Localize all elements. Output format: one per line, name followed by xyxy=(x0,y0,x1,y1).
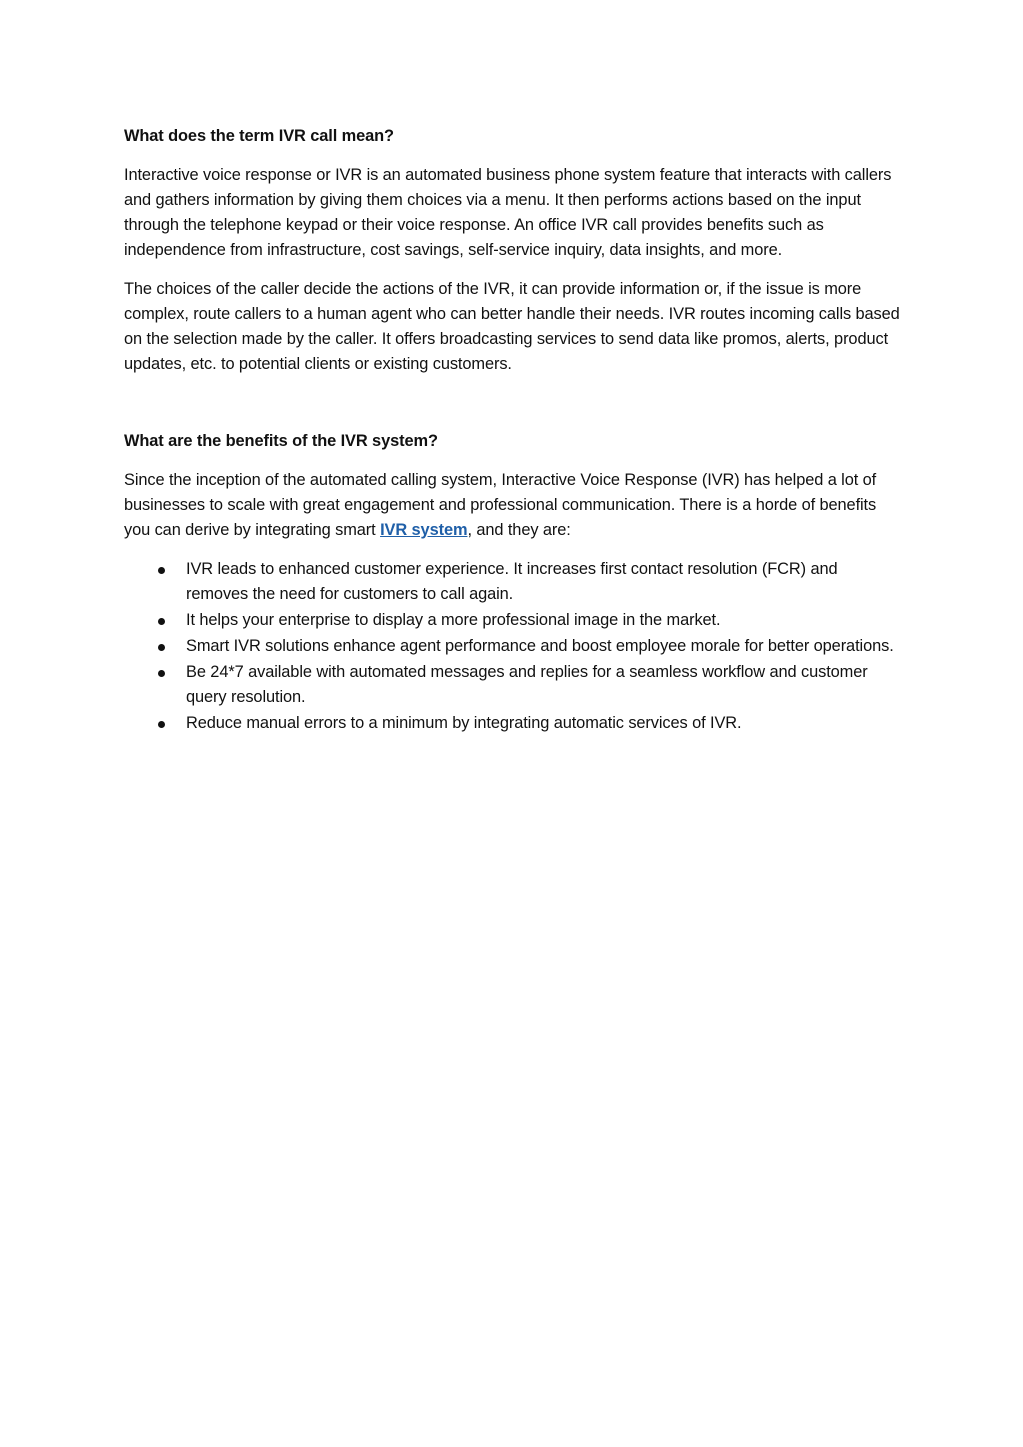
intro-text-before-link: Since the inception of the automated calling system, Interactive Voice Response (IVR) has helped a lot of businesses to scale with great engagement and professional communication. There is a horde of benefits you can derive by integrating smart xyxy=(124,471,877,539)
list-item xyxy=(124,634,904,659)
bullet-icon xyxy=(158,644,165,651)
section-heading-ivr-benefits: What are the benefits of the IVR system? xyxy=(124,432,438,450)
list-item-text: Be 24*7 available with automated messages and replies for a seamless workflow and customer query resolution. xyxy=(186,663,868,706)
section-heading-ivr-call: What does the term IVR call mean? xyxy=(124,127,394,145)
list-item-text: IVR leads to enhanced customer experience. It increases first contact resolution (FCR) and removes the need for customers to call again. xyxy=(186,560,838,603)
intro-text-after-link: , and they are: xyxy=(467,521,571,539)
benefits-list xyxy=(124,557,904,736)
bullet-icon xyxy=(158,618,165,625)
list-item-text: Reduce manual errors to a minimum by integrating automatic services of IVR. xyxy=(186,714,742,732)
list-item-text: Smart IVR solutions enhance agent performance and boost employee morale for better operations. xyxy=(186,637,894,655)
list-item xyxy=(124,660,904,710)
list-item-text: It helps your enterprise to display a more professional image in the market. xyxy=(186,611,721,629)
ivr-system-link[interactable]: IVR system xyxy=(380,521,468,539)
bullet-icon xyxy=(158,567,165,574)
paragraph-ivr-definition: Interactive voice response or IVR is an automated business phone system feature that interacts with callers and gathers information by giving them choices via a menu. It then performs actions based on the input through the telephone keypad or their voice response. An office IVR call provides benefits such as independence from infrastructure, cost savings, self-service inquiry, data insights, and more. xyxy=(124,166,892,259)
section-spacer xyxy=(124,391,904,429)
list-item xyxy=(124,711,904,736)
bullet-icon xyxy=(158,670,165,677)
bullet-icon xyxy=(158,721,165,728)
paragraph-ivr-routing: The choices of the caller decide the actions of the IVR, it can provide information or, if the issue is more complex, route callers to a human agent who can better handle their needs. IVR routes incoming calls based on the selection made by the caller. It offers broadcasting services to send data like promos, alerts, product updates, etc. to potential clients or existing customers. xyxy=(124,280,900,373)
paragraph-benefits-intro xyxy=(124,468,904,543)
document-body xyxy=(124,124,904,737)
list-item xyxy=(124,557,904,607)
list-item xyxy=(124,608,904,633)
